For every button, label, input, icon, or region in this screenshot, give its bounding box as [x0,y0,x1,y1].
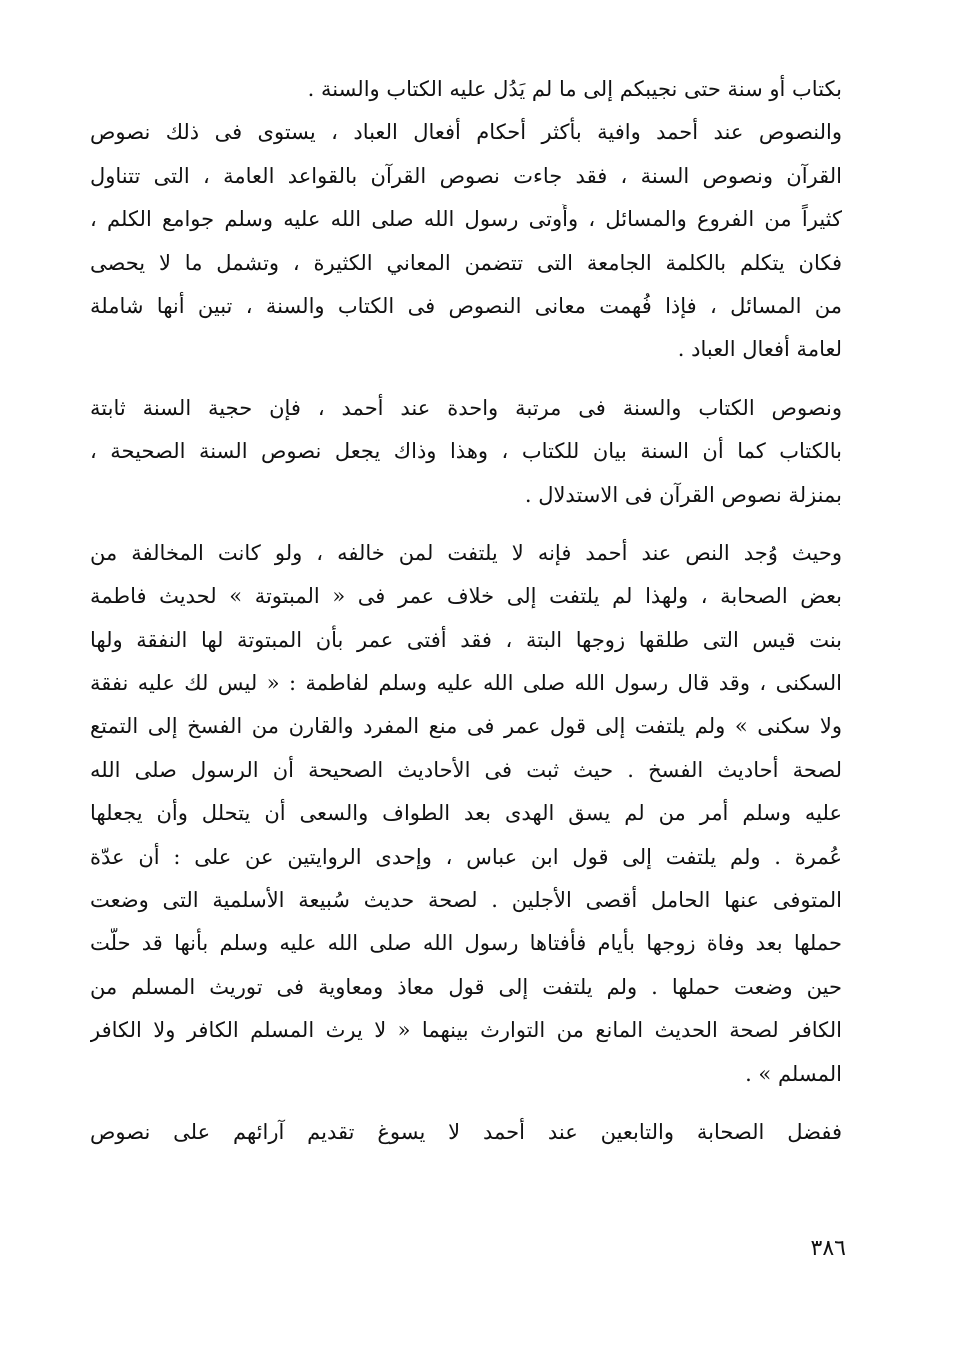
text-line: بمنزلة نصوص القرآن فى الاستدلال . [524,482,842,507]
paragraph [90,117,842,377]
text-line: عُمرة . ولم يلتفت إلى قول ابن عباس ، وإحدى الروايتين عن على : أن عدّة [90,844,842,869]
text-line: بالكتاب كما أن السنة بيان للكتاب ، وهذا وذاك يجعل نصوص السنة الصحيحة ، [90,439,842,464]
paragraph [90,393,842,523]
text-line: ونصوص الكتاب والسنة فى مرتبة واحدة عند أحمد ، فإن حجية السنة ثابتة [90,395,842,420]
paragraph-gap [90,378,842,393]
text-line: لعامة أفعال العباد . [677,337,842,362]
text-line: حملها بعد وفاة زوجها بأيام فأفتاها رسول الله صلى الله عليه وسلم بأنها قد حلّت [90,931,842,956]
page-number: ٣٨٦ [810,1236,846,1261]
text-line: الكافر لصحة الحديث المانع من التوارث بينهما « لا يرث المسلم الكافر ولا الكافر [90,1018,842,1043]
text-line: لصحة أحاديث الفسخ . حيث ثبت فى الأحاديث الصحيحة أن الرسول صلى الله [90,757,842,782]
text-line: حين وضعت حملها . ولم يلتفت إلى قول معاذ ومعاوية فى توريث المسلم من [90,974,842,999]
text-line: ففضل الصحابة والتابعين عند أحمد لا يسوغ تقديم آرائهم على نصوص [90,1119,842,1144]
text-line: المسلم » . [745,1061,842,1086]
text-line: والنصوص عند أحمد وافية بأكثر أحكام أفعال العباد ، يستوى فى ذلك نصوص [90,120,842,145]
text-line: كثيراً من الفروع والمسائل ، وأُوتى رسول الله صلى الله عليه وسلم جوامع الكلم ، [90,207,842,232]
text-line: بنت قيس التى طلقها زوجها البتة ، فقد أفتى عمر بأن المبتوتة لها النفقة ولها [90,627,842,652]
text-line: المتوفى عنها الحامل أقصى الأجلين . لصحة حديث سُبيعة الأسلمية التى وضعت [90,888,842,913]
text-line: من المسائل ، فإذا فُهمت معانى النصوص فى الكتاب والسنة ، تبين أنها شاملة [90,293,842,318]
text-line: بكتاب أو سنة حتى نجيبكم إلى ما لم يَدُل عليه الكتاب والسنة . [307,77,842,101]
text-line: بعض الصحابة ، ولهذا لم يلتفت إلى خلاف عمر فى « المبتوتة » لحديث فاطمة [90,584,842,609]
text-line: ولا سكنى » ولم يلتفت إلى قول عمر فى منع المفرد والقارن من الفسخ إلى التمتع [90,714,842,739]
text-line: عليه وسلم أمر من لم يسق الهدى بعد الطواف والسعى أن يتحلل وأن يجعلها [90,801,842,826]
paragraph [90,1117,842,1160]
paragraph-gap [90,523,842,538]
paragraph-gap [90,1102,842,1117]
page-body [90,74,842,1160]
text-line: القرآن ونصوص السنة ، فقد جاءت نصوص القرآن بالقواعد العامة ، التى تتناول [90,163,842,188]
text-line: فكان يتكلم بالكلمة الجامعة التى تتضمن المعاني الكثيرة ، وتشمل ما لا يحصى [90,250,842,275]
text-line: وحيث وُجد النص عند أحمد فإنه لا يلتفت لمن خالفه ، ولو كانت المخالفة من [90,540,842,565]
paragraph [90,538,842,1102]
text-line: السكنى ، وقد قال رسول الله صلى الله عليه وسلم لفاطمة : « ليس لك عليه نفقة [90,671,842,696]
paragraph [90,74,842,117]
